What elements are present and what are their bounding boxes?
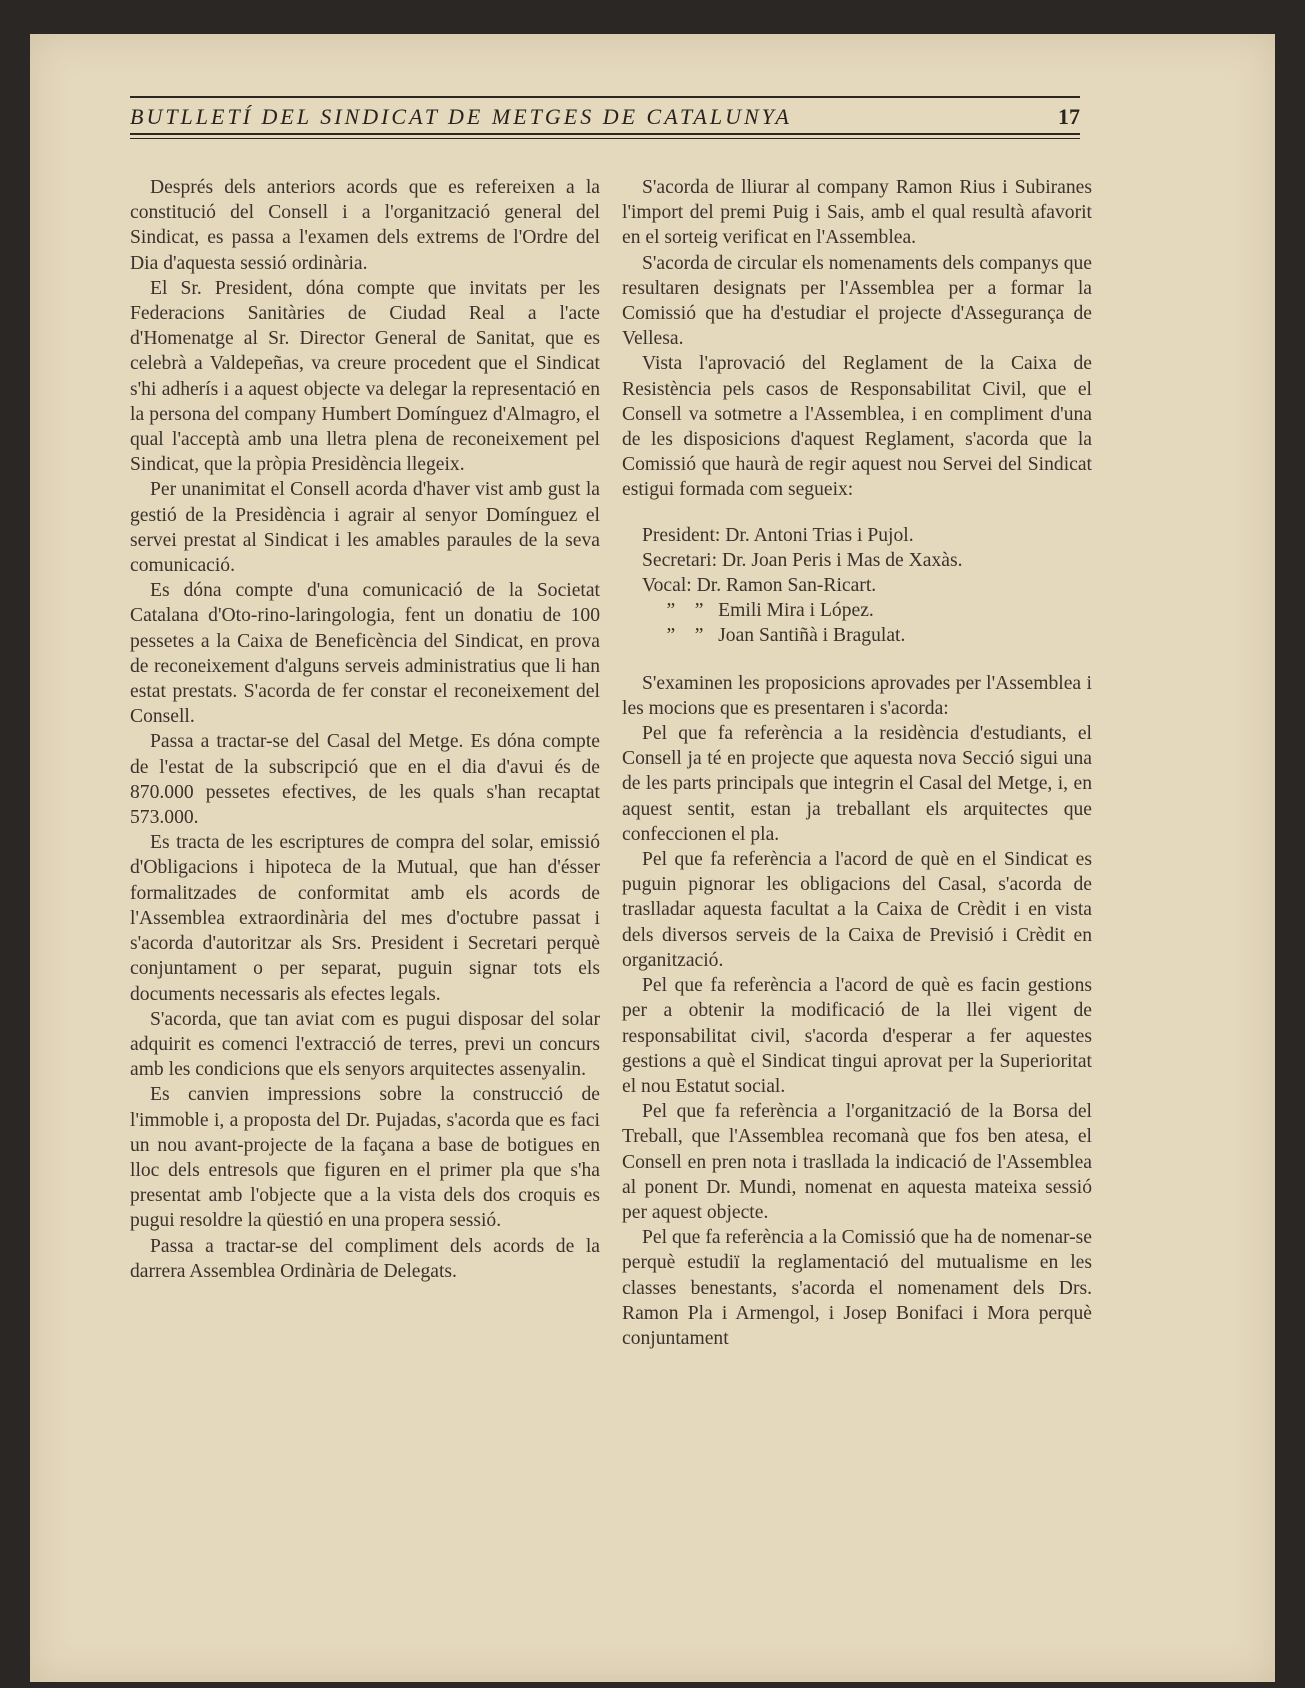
left-column xyxy=(130,175,600,1284)
journal-title: BUTLLETÍ DEL SINDICAT DE METGES DE CATALUNYA xyxy=(130,104,792,129)
paragraph: Pel que fa referència a l'acord de què es facin gestions per a obtenir la modificació de la llei vigent de responsabilitat civil, s'acorda d'esperar a fer aquestes gestions a què el Sindicat tingui aprovat per la Superioritat el nou Estatut social. xyxy=(622,975,1092,1097)
paragraph: Es tracta de les escriptures de compra del solar, emissió d'Obligacions i hipoteca de la Mutual, que han d'ésser formalitzades de conformitat amb els acords de l'Assemblea extraordinària del mes d'octubre passat i s'acorda d'autoritzar als Srs. President i Secretari perquè conjuntament o per separat, puguin signar tots els documents necessaris als efectes legals. xyxy=(130,832,600,1005)
paragraph: Per unanimitat el Consell acorda d'haver vist amb gust la gestió de la Presidència i agrair al senyor Domínguez el servei prestat al Sindicat i les amables paraules de la seva comunicació. xyxy=(130,479,600,577)
paragraph: El Sr. President, dóna compte que invitats per les Federacions Sanitàries de Ciudad Real a l'acte d'Homenatge al Sr. Director General de Sanitat, que es celebrà a Valdepeñas, va creure procedent que el Sindicat s'hi adherís i a aquest objecte va delegar la representació en la persona del company Humbert Domínguez d'Almagro, el qual l'acceptà amb una lletra plena de reconeixement pel Sindicat, que la pròpia Presidència llegeix. xyxy=(130,277,600,476)
paragraph: Passa a tractar-se del Casal del Metge. Es dóna compte de l'estat de la subscripció que en el dia d'avui és de 870.000 pessetes efectives, de les quals s'han recaptat 573.000. xyxy=(130,731,600,829)
running-header xyxy=(130,96,1080,139)
paragraph: S'examinen les proposicions aprovades per l'Assemblea i les mocions que es presentaren i s'acorda: xyxy=(622,672,1092,719)
commission-member: Vocal: Dr. Ramon San-Ricart. xyxy=(642,575,877,597)
commission-list xyxy=(642,523,1092,649)
commission-member: President: Dr. Antoni Trias i Pujol. xyxy=(642,524,914,546)
paragraph: Es canvien impressions sobre la construcció de l'immoble i, a proposta del Dr. Pujadas, s'acorda que es faci un nou avant-projecte de la façana a base de botigues en lloc dels entresols que figuren en el primer pla que s'ha presentat amb l'objecte que a la vista dels dos croquis es pugui resoldre la qüestió en una propera sessió. xyxy=(130,1084,600,1232)
commission-member: ” ” Joan Santiñà i Bragulat. xyxy=(642,625,906,647)
right-column xyxy=(622,175,1092,1351)
paragraph: Vista l'aprovació del Reglament de la Caixa de Resistència pels casos de Responsabilitat Civil, que el Consell va sotmetre a l'Assemblea, i en compliment d'una de les disposicions d'aquest Reglament, s'acorda que la Comissió que haurà de regir aquest nou Servei del Sindicat estigui formada com segueix: xyxy=(622,353,1092,501)
header-line xyxy=(130,98,1080,133)
paragraph: S'acorda, que tan aviat com es pugui disposar del solar adquirit es comenci l'extracció de terres, previ un concurs amb les condicions que els senyors arquitectes assenyalin. xyxy=(130,1008,600,1081)
paragraph: Pel que fa referència a la residència d'estudiants, el Consell ja té en projecte que aquesta nova Secció sigui una de les parts principals que integrin el Casal del Metge, i, en aquest sentit, estan ja treballant els arquitectes que confeccionen el pla. xyxy=(622,723,1092,845)
commission-member: ” ” Emili Mira i López. xyxy=(642,600,874,622)
paragraph: Pel que fa referència a l'organització de la Borsa del Treball, que l'Assemblea recomanà que fos ben atesa, el Consell en pren nota i trasllada la indicació de l'Assemblea al ponent Dr. Mundi, nomenat en aquesta mateixa sessió per aquest objecte. xyxy=(622,1101,1092,1223)
page-number: 17 xyxy=(1058,104,1080,129)
paragraph: Passa a tractar-se del compliment dels acords de la darrera Assemblea Ordinària de Delegats. xyxy=(130,1235,600,1282)
header-rule-double xyxy=(130,138,1080,139)
paragraph: Després dels anteriors acords que es refereixen a la constitució del Consell i a l'organització general del Sindicat, es passa a l'examen dels extrems de l'Ordre del Dia d'aquesta sessió ordinària. xyxy=(130,177,600,274)
paragraph: S'acorda de lliurar al company Ramon Rius i Subiranes l'import del premi Puig i Sais, amb el qual resultà afavorit en el sorteig verificat en l'Assemblea. xyxy=(622,177,1092,249)
paragraph: Es dóna compte d'una comunicació de la Societat Catalana d'Oto-rino-laringologia, fent un donatiu de 100 pessetes a la Caixa de Beneficència del Sindicat, en prova de reconeixement d'alguns serveis administratius que li han estat prestats. S'acorda de fer constar el reconeixement del Consell. xyxy=(130,580,600,728)
paragraph: S'acorda de circular els nomenaments dels companys que resultaren designats per l'Assemblea per a formar la Comissió que ha d'estudiar el projecte d'Assegurança de Vellesa. xyxy=(622,252,1092,350)
paragraph: Pel que fa referència a la Comissió que ha de nomenar-se perquè estudiï la reglamentació del mutualisme en les classes benestants, s'acorda el nomenament dels Drs. Ramon Pla i Armengol, i Josep Bonifaci i Mora perquè conjuntament xyxy=(622,1227,1092,1349)
paragraph: Pel que fa referència a l'acord de què en el Sindicat es puguin pignorar les obligacions del Casal, s'acorda de traslladar aquesta facultat a la Caixa de Crèdit i en vista dels diversos serveis de la Caixa de Previsió i Crèdit en organització. xyxy=(622,849,1092,971)
commission-member: Secretari: Dr. Joan Peris i Mas de Xaxàs. xyxy=(642,549,963,571)
